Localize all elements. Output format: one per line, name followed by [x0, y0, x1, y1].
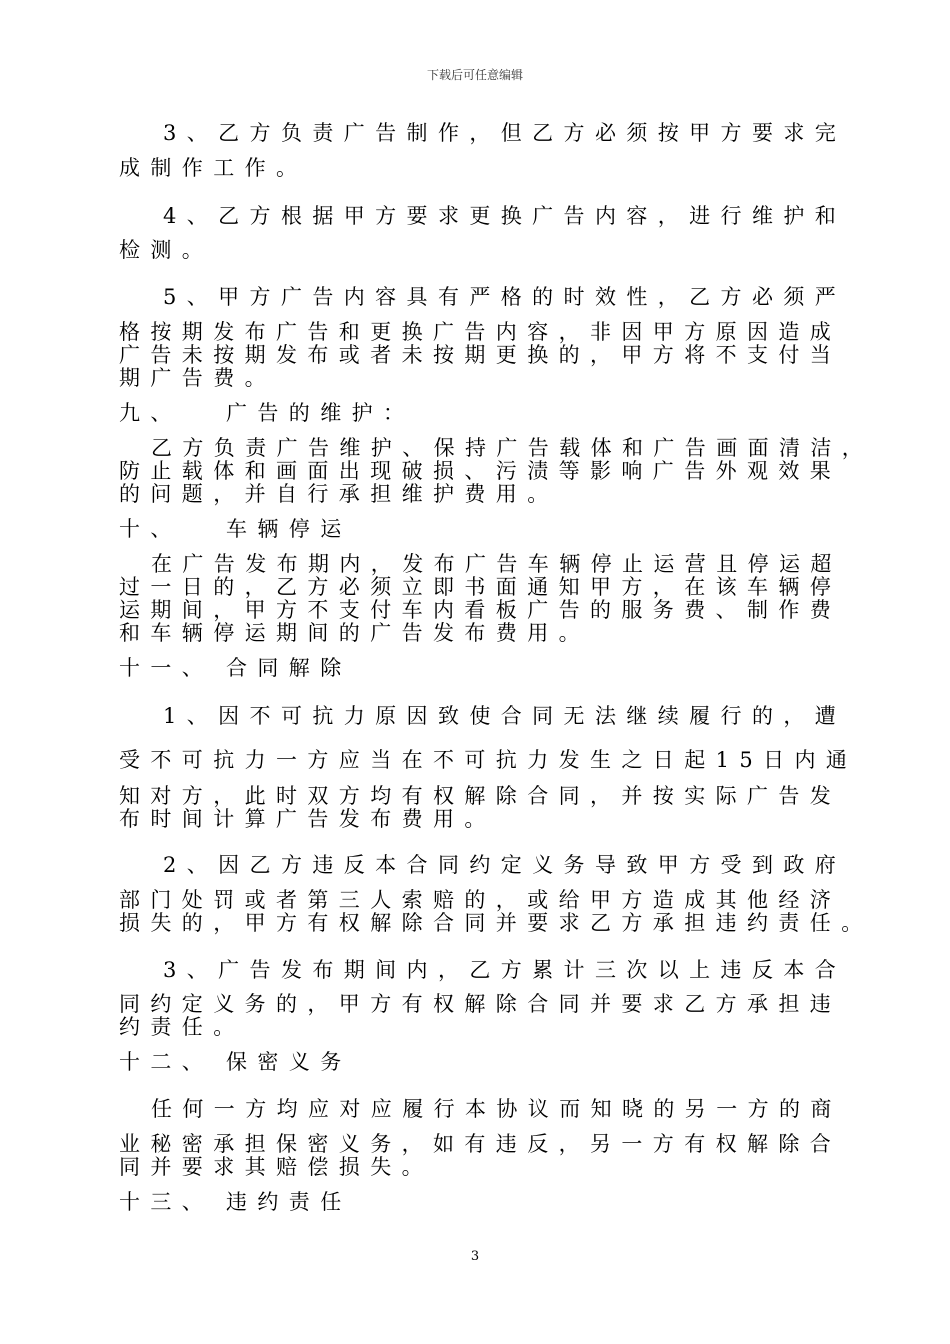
- para-line: 格按期发布广告和更换广告内容，非因甲方原因造成: [119, 320, 842, 344]
- para-line: 3、广告发布期间内，乙方累计三次以上违反本合: [163, 958, 847, 982]
- para-line: 期广告费。: [119, 366, 276, 390]
- section-number: 九、: [119, 401, 182, 425]
- section-heading: [119, 401, 415, 425]
- section-title: 违约责任: [226, 1190, 352, 1214]
- para-line: 和车辆停运期间的广告发布费用。: [119, 621, 590, 645]
- para-line: 在广告发布期内，发布广告车辆停止运营且停运超: [151, 552, 842, 576]
- section-heading: [119, 1050, 352, 1074]
- para-line: 5、甲方广告内容具有严格的时效性，乙方必须严: [163, 285, 847, 309]
- section-number: 十三、: [119, 1190, 214, 1214]
- section-title: 广告的维护：: [226, 401, 415, 425]
- para-line: 过一日的，乙方必须立即书面通知甲方，在该车辆停: [119, 575, 842, 599]
- section-title: 车辆停运: [226, 517, 352, 541]
- para-line: 防止载体和画面出现破损、污渍等影响广告外观效果: [119, 459, 842, 483]
- para-line: 的问题，并自行承担维护费用。: [119, 482, 559, 506]
- para-line: 受不可抗力一方应当在不可抗力发生之日起15日内通: [119, 748, 858, 772]
- para-line: 广告未按期发布或者未按期更换的，甲方将不支付当: [119, 343, 842, 367]
- section-heading: [119, 656, 352, 680]
- para-line: 3、乙方负责广告制作，但乙方必须按甲方要求完: [163, 121, 847, 145]
- para-line: 运期间，甲方不支付车内看板广告的服务费、制作费: [119, 598, 842, 622]
- para-line: 2、因乙方违反本合同约定义务导致甲方受到政府: [163, 853, 847, 877]
- para-line: 成制作工作。: [119, 156, 308, 180]
- para-line: 约责任。: [119, 1015, 245, 1039]
- para-line: 布时间计算广告发布费用。: [119, 807, 496, 831]
- section-title: 保密义务: [226, 1050, 352, 1074]
- page-number: 3: [470, 1249, 480, 1264]
- section-number: 十一、: [119, 656, 214, 680]
- para-line: 损失的，甲方有权解除合同并要求乙方承担违约责任。: [119, 911, 873, 935]
- para-line: 同并要求其赔偿损失。: [119, 1155, 433, 1179]
- para-line: 知对方，此时双方均有权解除合同，并按实际广告发: [119, 784, 842, 808]
- para-line: 乙方负责广告维护、保持广告载体和广告画面清洁，: [151, 436, 874, 460]
- section-number: 十、: [119, 517, 182, 541]
- para-line: 业秘密承担保密义务，如有违反，另一方有权解除合: [119, 1132, 842, 1156]
- section-title: 合同解除: [226, 656, 352, 680]
- section-number: 十二、: [119, 1050, 214, 1074]
- para-line: 4、乙方根据甲方要求更换广告内容，进行维护和: [163, 204, 847, 228]
- section-heading: [119, 1190, 352, 1214]
- para-line: 同约定义务的，甲方有权解除合同并要求乙方承担违: [119, 992, 842, 1016]
- para-line: 部门处罚或者第三人索赔的，或给甲方造成其他经济: [119, 888, 842, 912]
- para-line: 任何一方均应对应履行本协议而知晓的另一方的商: [151, 1097, 842, 1121]
- para-line: 检测。: [119, 238, 214, 262]
- page-header: 下载后可任意编辑: [426, 68, 523, 82]
- section-heading: [119, 517, 352, 541]
- para-line: 1、因不可抗力原因致使合同无法继续履行的，遭: [163, 704, 847, 728]
